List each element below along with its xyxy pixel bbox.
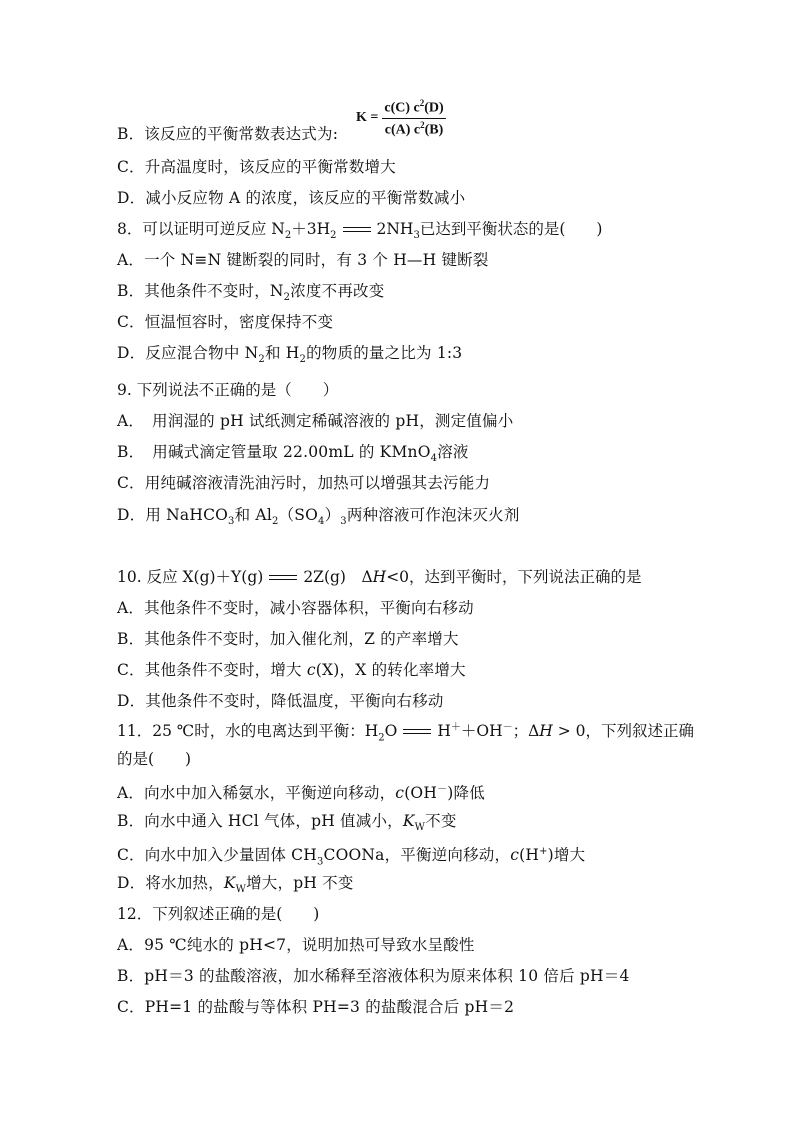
reversible-arrow-icon (269, 574, 297, 582)
reversible-arrow-icon (403, 728, 431, 736)
q10-option-c: C．其他条件不变时，增大 c(X)，X 的转化率增大 (117, 661, 466, 679)
q7-option-b (117, 124, 338, 144)
q9-option-c: C．用纯碱溶液清洗油污时，加热可以增强其去污能力 (117, 474, 491, 492)
q7-option-c: C．升高温度时，该反应的平衡常数增大 (117, 158, 396, 176)
q12-option-b: B．pH＝3 的盐酸溶液，加水稀释至溶液体积为原来体积 10 倍后 pH＝4 (117, 967, 630, 985)
q11-stem: 11．25 ℃时，水的电离达到平衡：$H_2O$ H＋＋OH－；ΔH > 0，下列叙述正确 (117, 722, 695, 744)
q11-option-d: D．将水加热，$K_W$增大，pH 不变 (117, 874, 354, 896)
q7-option-b-text: B．该反应的平衡常数表达式为: (117, 125, 339, 143)
q9-option-d: D．用 NaHCO$_3$和 $Al_2(SO_4)_3$两种溶液可作泡沫灭火剂 (117, 506, 520, 528)
reversible-arrow-icon (343, 226, 371, 234)
q9-option-b: B． 用碱式滴定管量取 22.00mL 的 KMnO$_4$溶液 (117, 443, 469, 465)
q7-option-d: D．减小反应物 A 的浓度，该反应的平衡常数减小 (117, 189, 466, 207)
q12-option-a: A．95 ℃纯水的 pH<7，说明加热可导致水呈酸性 (117, 936, 475, 954)
formula-numerator: c(C) $c^2(D)$ (382, 98, 445, 119)
q9-option-a: A． 用润湿的 pH 试纸测定稀碱溶液的 pH，测定值偏小 (117, 412, 514, 430)
q8-option-b: B．其他条件不变时，$N_2$浓度不再改变 (117, 282, 385, 304)
q10-stem: 10. 反应 X(g)＋Y(g) 2Z(g) ΔH<0，达到平衡时，下列说法正确的是 (117, 568, 642, 586)
q8-option-d: D．反应混合物中 $N_2$和 $H_2$的物质的量之比为 1:3 (117, 344, 463, 366)
q10-option-a: A．其他条件不变时，减小容器体积，平衡向右移动 (117, 599, 474, 617)
q9-stem: 9. 下列说法不正确的是（ ） (117, 381, 339, 399)
formula-fraction (382, 98, 445, 138)
equilibrium-constant-formula (356, 98, 446, 138)
formula-lhs: K = (356, 110, 379, 126)
q8-option-a: A．一个 N≡N 键断裂的同时，有 3 个 H—H 键断裂 (117, 251, 489, 269)
q12-stem: 12．下列叙述正确的是( ) (117, 905, 320, 923)
q8-option-c: C．恒温恒容时，密度保持不变 (117, 313, 334, 331)
q11-option-c: C．向水中加入少量固体 $CH_3COONa$，平衡逆向移动，c(H+)增大 (117, 846, 586, 868)
q10-option-b: B．其他条件不变时，加入催化剂，Z 的产率增大 (117, 630, 459, 648)
q11-option-b: B．向水中通入 HCl 气体，pH 值减小，$K_W$不变 (117, 812, 457, 834)
q12-option-c: C．PH=1 的盐酸与等体积 PH=3 的盐酸混合后 pH＝2 (117, 998, 515, 1016)
formula-denominator: c(A) $c^2(B)$ (384, 119, 444, 138)
q8-stem: 8．可以证明可逆反应 $N_2+3H_2$ $2NH_3$已达到平衡状态的是( ) (117, 220, 603, 242)
q11-option-a: A．向水中加入稀氨水，平衡逆向移动，c(OH－)降低 (117, 784, 485, 803)
q10-option-d: D．其他条件不变时，降低温度，平衡向右移动 (117, 692, 444, 710)
q11-stem-line2: 的是( ) (117, 750, 192, 768)
